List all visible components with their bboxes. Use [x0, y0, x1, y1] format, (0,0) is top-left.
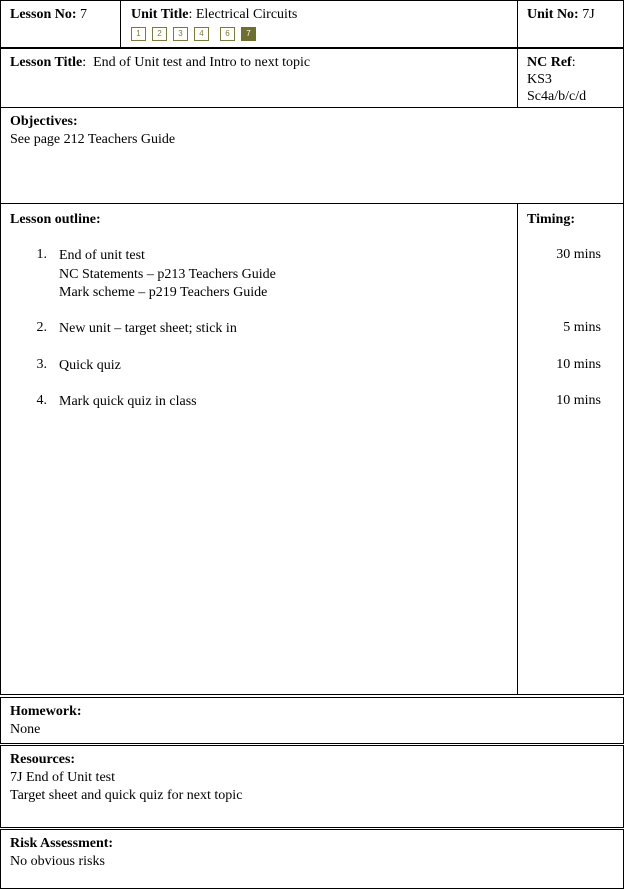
- lesson-no-value: 7: [80, 7, 88, 22]
- nc-ref-label: NC Ref: [527, 55, 572, 70]
- nc-ref-cell: [517, 48, 624, 108]
- risk-assessment-label: Risk Assessment:: [10, 836, 114, 851]
- nc-ref-line-2: Sc4a/b/c/d: [527, 89, 587, 104]
- nc-ref-line-1: KS3: [527, 72, 552, 87]
- lesson-title-value: : End of Unit test and Intro to next topic: [82, 55, 311, 70]
- timing-value: 5 mins: [563, 320, 601, 335]
- unit-no-label: Unit No:: [527, 7, 579, 22]
- lesson-nav: [131, 27, 508, 41]
- lesson-title-label: Lesson Title: [10, 55, 83, 70]
- resources-cell: [0, 745, 624, 828]
- outline-item-line: Mark quick quiz in class: [59, 394, 197, 409]
- lesson-title-cell: [0, 48, 518, 108]
- homework-cell: [0, 697, 624, 744]
- objectives-label: Objectives:: [10, 114, 78, 129]
- timing-cell: [517, 203, 624, 695]
- outline-item-number: 2.: [36, 320, 47, 335]
- resources-line: Target sheet and quick quiz for next topic: [10, 788, 243, 803]
- outline-item-line: NC Statements – p213 Teachers Guide: [59, 266, 276, 282]
- outline-item-number: 4.: [36, 393, 47, 408]
- outline-item-number: 3.: [36, 357, 47, 372]
- timing-value: 10 mins: [556, 393, 601, 408]
- homework-label: Homework:: [10, 704, 82, 719]
- unit-no-cell: [517, 0, 624, 48]
- lesson-nav-4[interactable]: 4: [194, 27, 209, 41]
- nc-ref-colon: :: [571, 55, 576, 70]
- resources-label: Resources:: [10, 752, 76, 767]
- timing-label: Timing:: [527, 212, 575, 227]
- outline-item-number: 1.: [36, 247, 47, 262]
- risk-assessment-text: No obvious risks: [10, 854, 105, 869]
- risk-assessment-cell: [0, 829, 624, 889]
- lesson-no-label: Lesson No:: [10, 7, 77, 22]
- lesson-nav-3[interactable]: 3: [173, 27, 188, 41]
- lesson-outline-cell: [0, 203, 518, 695]
- lesson-nav-7-current[interactable]: 7: [241, 27, 256, 41]
- lesson-no-cell: [0, 0, 121, 48]
- lesson-nav-6[interactable]: 6: [220, 27, 235, 41]
- lesson-outline-label: Lesson outline:: [10, 212, 101, 227]
- objectives-cell: [0, 107, 624, 204]
- unit-title-value: : Electrical Circuits: [188, 7, 298, 22]
- timing-value: 30 mins: [556, 247, 601, 262]
- lesson-nav-2[interactable]: 2: [152, 27, 167, 41]
- unit-no-value: 7J: [582, 7, 595, 22]
- homework-text: None: [10, 722, 41, 737]
- objectives-text: See page 212 Teachers Guide: [10, 132, 176, 147]
- outline-item-line: Quick quiz: [59, 358, 121, 373]
- unit-title-label: Unit Title: [131, 7, 189, 22]
- outline-item-line: Mark scheme – p219 Teachers Guide: [59, 285, 268, 300]
- resources-line: 7J End of Unit test: [10, 770, 115, 785]
- lesson-nav-1[interactable]: 1: [131, 27, 146, 41]
- timing-value: 10 mins: [556, 357, 601, 372]
- unit-title-cell: [120, 0, 518, 48]
- outline-item-line: New unit – target sheet; stick in: [59, 321, 237, 336]
- outline-item-line: End of unit test: [59, 248, 145, 263]
